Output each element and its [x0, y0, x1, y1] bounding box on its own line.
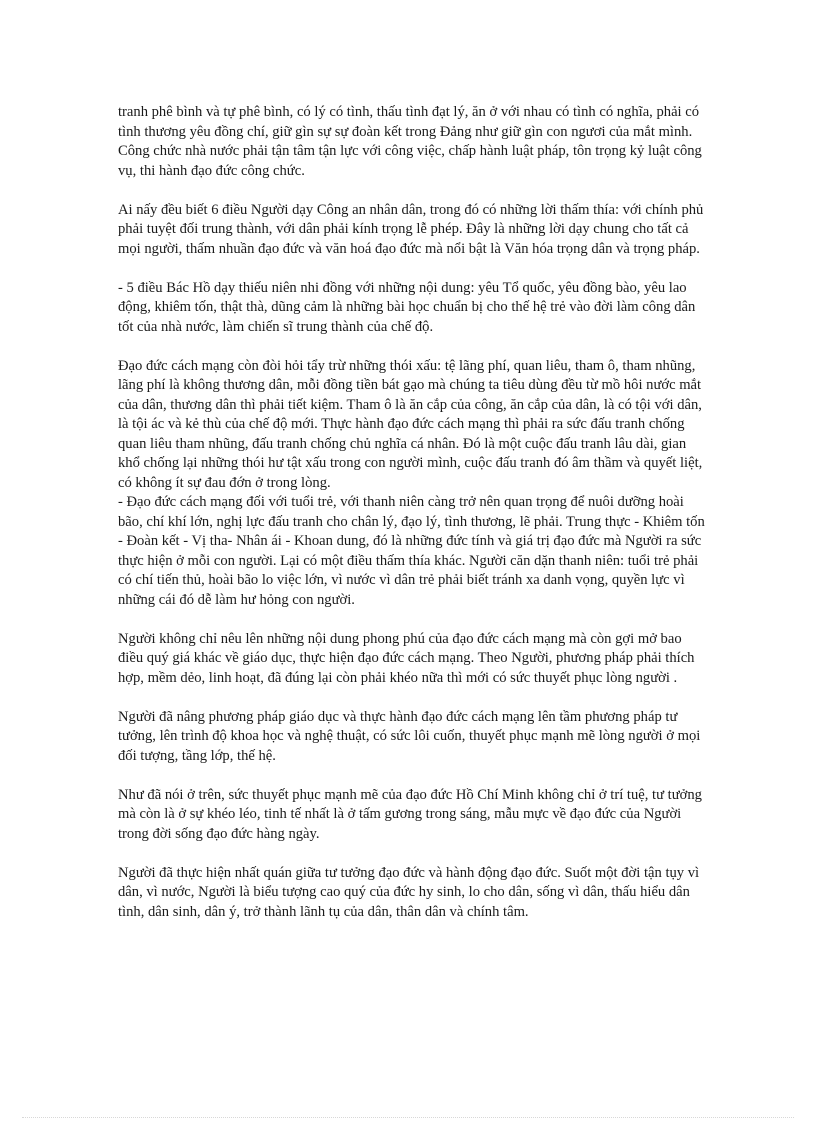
- paragraph-persuasion: Như đã nói ở trên, sức thuyết phục mạnh mẽ của đạo đức Hồ Chí Minh không chỉ ở trí tuệ, tư tưởng mà còn là ở sự khéo léo, tinh tế nhất là ở tấm gương trong sáng, mẫu mực về đạo đức của Người trong đời sống đạo đức hàng ngày.: [118, 786, 702, 842]
- paragraph-eliminate-bad-habits: Đạo đức cách mạng còn đòi hỏi tẩy trừ những thói xấu: tệ lãng phí, quan liêu, tham ô, tham nhũng, lãng phí là không thương dân, mỗi đồng tiền bát gạo mà chúng ta tiêu dùng đều từ mồ hôi nước mắt của dân, thương dân thì phải tiết kiệm. Tham ô là ăn cắp của công, ăn cắp của dân, là có tội với dân, là tội ác và kẻ thù của chế độ mới. Thực hành đạo đức cách mạng thì phải ra sức đấu tranh chống quan liêu tham nhũng, đấu tranh chống chủ nghĩa cá nhân. Đó là một cuộc đấu tranh lâu dài, gian khổ chống lại những thói hư tật xấu trong con người mình, cuộc đấu tranh đó âm thầm và quyết liệt, có không ít sự đau đớn ở trong lòng.: [118, 357, 703, 491]
- paragraph-children-five-rules: - 5 điều Bác Hồ dạy thiếu niên nhi đồng với những nội dung: yêu Tổ quốc, yêu đồng bào, yêu lao động, khiêm tốn, thật thà, dũng cảm là những bài học chuẩn bị cho thế hệ trẻ vào đời làm công dân tốt của nhà nước, làm chiến sĩ trung thành của chế độ.: [118, 279, 696, 335]
- paragraph-police-six-rules: Ai nấy đều biết 6 điều Người dạy Công an nhân dân, trong đó có những lời thấm thía: với chính phủ phải tuyệt đối trung thành, với dân phải kính trọng lễ phép. Đây là những lời dạy chung cho tất cả mọi người, thấm nhuần đạo đức và văn hoá đạo đức mà nổi bật là Văn hóa trọng dân và trọng pháp.: [118, 201, 704, 257]
- paragraph-consistency: Người đã thực hiện nhất quán giữa tư tưởng đạo đức và hành động đạo đức. Suốt một đời tận tụy vì dân, vì nước, Người là biểu tượng cao quý của đức hy sinh, lo cho dân, sống vì dân, thấu hiểu dân tình, dân sinh, dân ý, trở thành lãnh tụ của dân, thân dân và chính tâm.: [118, 864, 700, 920]
- document-body: [118, 103, 708, 942]
- paragraph-self-criticism: tranh phê bình và tự phê bình, có lý có tình, thấu tình đạt lý, ăn ở với nhau có tình có nghĩa, phải có tình thương yêu đồng chí, giữ gìn sự sự đoàn kết trong Đảng như giữ gìn con ngươi của mắt mình. Công chức nhà nước phải tận tâm tận lực với công việc, chấp hành luật pháp, tôn trọng kỷ luật công vụ, thi hành đạo đức công chức.: [118, 104, 702, 179]
- paragraph-education-methods: Người không chỉ nêu lên những nội dung phong phú của đạo đức cách mạng mà còn gợi mở bao điều quý giá khác về giáo dục, thực hiện đạo đức cách mạng. Theo Người, phương pháp phải thích hợp, mềm dẻo, linh hoạt, đã đúng lại còn phải khéo nữa thì mới có sức thuyết phục lòng người .: [118, 630, 695, 686]
- page-bottom-divider: [22, 1117, 794, 1118]
- paragraph-youth-ethics: - Đạo đức cách mạng đối với tuổi trẻ, với thanh niên càng trở nên quan trọng để nuôi dưỡng hoài bão, chí khí lớn, nghị lực đấu tranh cho chân lý, đạo lý, tình thương, lẽ phải. Trung thực - Khiêm tốn - Đoàn kết - Vị tha- Nhân ái - Khoan dung, đó là những đức tính và giá trị đạo đức mà Người ra sức thực hiện ở mỗi con người. Lại có một điều thấm thía khác. Người căn dặn thanh niên: tuổi trẻ phải có chí tiến thủ, hoài bão lo việc lớn, vì nước vì dân trẻ phải biết tránh xa danh vọng, quyền lực vì những cái đó dễ làm hư hỏng con người.: [118, 494, 705, 608]
- paragraph-method-elevation: Người đã nâng phương pháp giáo dục và thực hành đạo đức cách mạng lên tầm phương pháp tư tưởng, lên trình độ khoa học và nghệ thuật, có sức lôi cuốn, thuyết phục mạnh mẽ lòng người ở mọi đối tượng, tầng lớp, thế hệ.: [118, 708, 701, 764]
